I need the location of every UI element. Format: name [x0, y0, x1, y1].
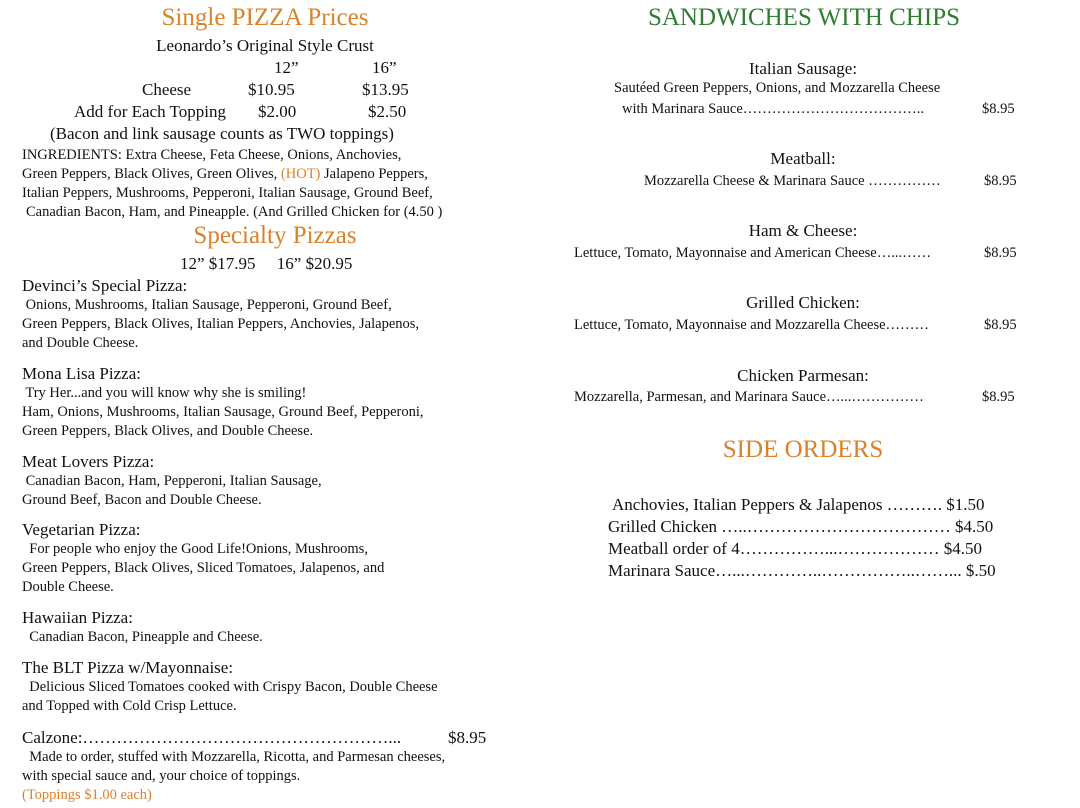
sandwich-price: $8.95 — [984, 245, 1017, 261]
specialty-item-name: The BLT Pizza w/Mayonnaise: — [22, 658, 234, 677]
calzone-desc-2: with special sauce and, your choice of toppings. — [22, 768, 301, 784]
specialty-item-name: Vegetarian Pizza: — [22, 520, 141, 539]
specialty-item — [22, 364, 522, 441]
specialty-item-desc-1: Delicious Sliced Tomatoes cooked with Crispy Bacon, Double Cheese — [22, 679, 438, 695]
calzone-price: $8.95 — [448, 728, 487, 747]
side-order-item: Meatball order of 4……………...……………… $4.50 — [608, 539, 982, 558]
sandwich-name: Meatball: — [770, 149, 836, 168]
sandwich-price: $8.95 — [982, 101, 1015, 117]
specialty-prices: 12” $17.95 16” $20.95 — [180, 254, 353, 273]
sandwich-name: Chicken Parmesan: — [737, 366, 869, 385]
ingredients-line-4: Canadian Bacon, Ham, and Pineapple. (And Grilled Chicken for (4.50 ) — [26, 204, 443, 220]
ingredients-line-2: Green Peppers, Black Olives, Green Olives, (HOT) Jalapeno Peppers, — [22, 166, 428, 182]
specialty-item-desc-2: Green Peppers, Black Olives, Sliced Tomatoes, Jalapenos, and — [22, 560, 385, 576]
sandwich-desc: Lettuce, Tomato, Mayonnaise and American Cheese…...…… — [574, 245, 932, 261]
specialty-item — [22, 520, 522, 597]
sandwich-price: $8.95 — [984, 173, 1017, 189]
topping-price-16: $2.50 — [368, 102, 407, 121]
specialty-item — [22, 658, 522, 716]
specialty-item-desc-3: and Double Cheese. — [22, 335, 139, 351]
specialty-item-desc-1: Try Her...and you will know why she is smiling! — [22, 385, 307, 401]
sandwich-desc-2: with Marinara Sauce……………………………….. — [622, 101, 925, 117]
cheese-price-12: $10.95 — [248, 80, 295, 99]
specialty-item-name: Hawaiian Pizza: — [22, 608, 133, 627]
crust-label: Leonardo’s Original Style Crust — [156, 36, 374, 55]
cheese-label: Cheese — [142, 80, 192, 99]
topping-price-12: $2.00 — [258, 102, 297, 121]
calzone-toppings-note: (Toppings $1.00 each) — [22, 787, 152, 803]
single-pizza-title: Single PIZZA Prices — [161, 4, 369, 31]
sandwich-price: $8.95 — [982, 389, 1015, 405]
specialty-item-desc-1: Canadian Bacon, Ham, Pepperoni, Italian Sausage, — [22, 473, 322, 489]
sandwich-name: Grilled Chicken: — [746, 293, 860, 312]
specialty-item-desc-2: Green Peppers, Black Olives, Italian Peppers, Anchovies, Jalapenos, — [22, 316, 420, 332]
topping-note: (Bacon and link sausage counts as TWO toppings) — [50, 124, 394, 143]
sandwich-desc: Lettuce, Tomato, Mayonnaise and Mozzarella Cheese……… — [574, 317, 930, 333]
specialty-item-desc-1: For people who enjoy the Good Life!Onions, Mushrooms, — [22, 541, 368, 557]
ingredients-line-1: INGREDIENTS: Extra Cheese, Feta Cheese, Onions, Anchovies, — [22, 147, 402, 163]
specialty-item-desc-1: Canadian Bacon, Pineapple and Cheese. — [22, 629, 263, 645]
side-order-item: Anchovies, Italian Peppers & Jalapenos ………. $1.50 — [612, 495, 985, 514]
specialty-item-desc-1: Onions, Mushrooms, Italian Sausage, Pepperoni, Ground Beef, — [22, 297, 392, 313]
specialty-item-name: Devinci’s Special Pizza: — [22, 276, 188, 295]
calzone-desc-1: Made to order, stuffed with Mozzarella, Ricotta, and Parmesan cheeses, — [22, 749, 446, 765]
specialty-item — [22, 452, 522, 510]
specialty-item-desc-2: and Topped with Cold Crisp Lettuce. — [22, 698, 237, 714]
cheese-price-16: $13.95 — [362, 80, 409, 99]
sandwich-name: Ham & Cheese: — [748, 221, 858, 240]
side-order-item: Marinara Sauce…...…………..……………..……... $.50 — [608, 561, 996, 580]
calzone-name: Calzone:………………………………………………... — [22, 728, 402, 747]
side-order-item: Grilled Chicken …..……………………………… $4.50 — [608, 517, 994, 536]
sandwiches-title: SANDWICHES WITH CHIPS — [647, 4, 961, 31]
specialty-item — [22, 608, 522, 647]
side-orders-title: SIDE ORDERS — [722, 436, 884, 463]
specialty-item — [22, 276, 522, 353]
specialty-item-desc-3: Green Peppers, Black Olives, and Double Cheese. — [22, 423, 314, 439]
size-16-label: 16” — [372, 58, 397, 77]
specialty-item-desc-2: Ground Beef, Bacon and Double Cheese. — [22, 492, 262, 508]
specialty-item-desc-3: Double Cheese. — [22, 579, 114, 595]
specialty-item-name: Meat Lovers Pizza: — [22, 452, 155, 471]
sandwich-desc-1: Sautéed Green Peppers, Onions, and Mozzarella Cheese — [614, 80, 941, 96]
topping-label: Add for Each Topping — [74, 102, 226, 121]
ingredients-line-3: Italian Peppers, Mushrooms, Pepperoni, Italian Sausage, Ground Beef, — [22, 185, 433, 201]
size-12-label: 12” — [274, 58, 299, 77]
sandwich-desc: Mozzarella, Parmesan, and Marinara Sauce…...…………… — [574, 389, 924, 405]
specialty-item-name: Mona Lisa Pizza: — [22, 364, 141, 383]
sandwich-price: $8.95 — [984, 317, 1017, 333]
sandwich-desc: Mozzarella Cheese & Marinara Sauce …………… — [644, 173, 941, 189]
hot-label: (HOT) — [280, 166, 321, 182]
specialty-title: Specialty Pizzas — [193, 222, 357, 249]
specialty-item-desc-2: Ham, Onions, Mushrooms, Italian Sausage, Ground Beef, Pepperoni, — [22, 404, 424, 420]
sandwich-name: Italian Sausage: — [748, 59, 858, 78]
